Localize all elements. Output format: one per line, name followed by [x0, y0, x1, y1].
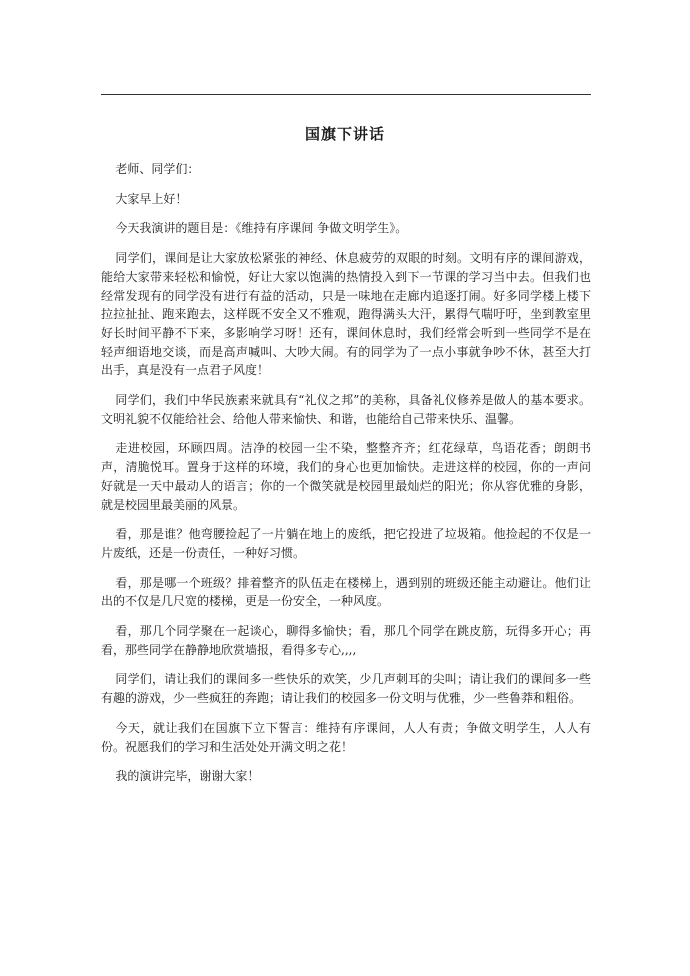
- header-rule: [101, 94, 591, 95]
- paragraph-body: 走进校园，环顾四周。洁净的校园一尘不染，整整齐齐；红花绿草，鸟语花香；朗朗书声，清脆悦耳。置身于这样的环境，我们的身心也更加愉快。走进这样的校园，你的一声问好就是一天中最动人的语言；你的一个微笑就是校园里最灿烂的阳光；你从容优雅的身影，就是校园里最美丽的风景。: [101, 441, 591, 512]
- document-body: [101, 160, 591, 797]
- page-title: 国旗下讲话: [304, 125, 385, 143]
- paragraph-salutation: 老师、同学们：: [115, 162, 200, 176]
- paragraph-closing: 我的演讲完毕，谢谢大家！: [115, 769, 260, 784]
- paragraph-body: 看，那几个同学聚在一起谈心，聊得多愉快；看，那几个同学在跳皮筋，玩得多开心；再看，那些同学在静静地欣赏墙报，看得多专心,,,,: [101, 624, 591, 657]
- paragraph-body: 看，那是哪一个班级？排着整齐的队伍走在楼梯上，遇到别的班级还能主动避让。他们让出的不仅是几尺宽的楼梯，更是一份安全，一种风度。: [101, 575, 591, 609]
- paragraph-body: 看，那是谁？他弯腰捡起了一片躺在地上的废纸，把它投进了垃圾箱。他捡起的不仅是一片废纸，还是一份责任，一种好习惯。: [101, 527, 591, 560]
- paragraph-body: 同学们，请让我们的课间多一些快乐的欢笑，少几声刺耳的尖叫；请让我们的课间多一些有趣的游戏，少一些疯狂的奔跑；请让我们的校园多一份文明与优雅，少一些鲁莽和粗俗。: [101, 672, 591, 706]
- paragraph-topic: 今天我演讲的题目是：《维持有序课间 争做文明学生》。: [115, 221, 408, 236]
- paragraph-body: 今天，就让我们在国旗下立下誓言：维持有序课间，人人有责；争做文明学生，人人有份。祝愿我们的学习和生活处处开满文明之花！: [101, 720, 591, 754]
- paragraph-body: 同学们，我们中华民族素来就具有“礼仪之邦”的美称，具备礼仪修养是做人的基本要求。文明礼貌不仅能给社会、给他人带来愉快、和谐，也能给自己带来快乐、温馨。: [101, 393, 591, 426]
- paragraph-greeting: 大家早上好！: [115, 191, 188, 206]
- paragraph-body: 同学们，课间是让大家放松紧张的神经、休息疲劳的双眼的时刻。文明有序的课间游戏，能给大家带来轻松和愉悦，好让大家以饱满的热情投入到下一节课的学习当中去。但我们也经常发现有的同学没有进行有益的活动，只是一味地在走廊内追逐打闹。好多同学楼上楼下拉拉扯扯、跑来跑去，这样既不安全又不雅观，跑得满头大汗，累得气喘吁吁，坐到教室里好长时间平静不下来，多影响学习呀！还有，课间休息时，我们经常会听到一些同学不是在轻声细语地交谈，而是高声喊叫、大吵大闹。有的同学为了一点小事就争吵不休，甚至大打出手，真是没有一点君子风度！: [101, 251, 591, 378]
